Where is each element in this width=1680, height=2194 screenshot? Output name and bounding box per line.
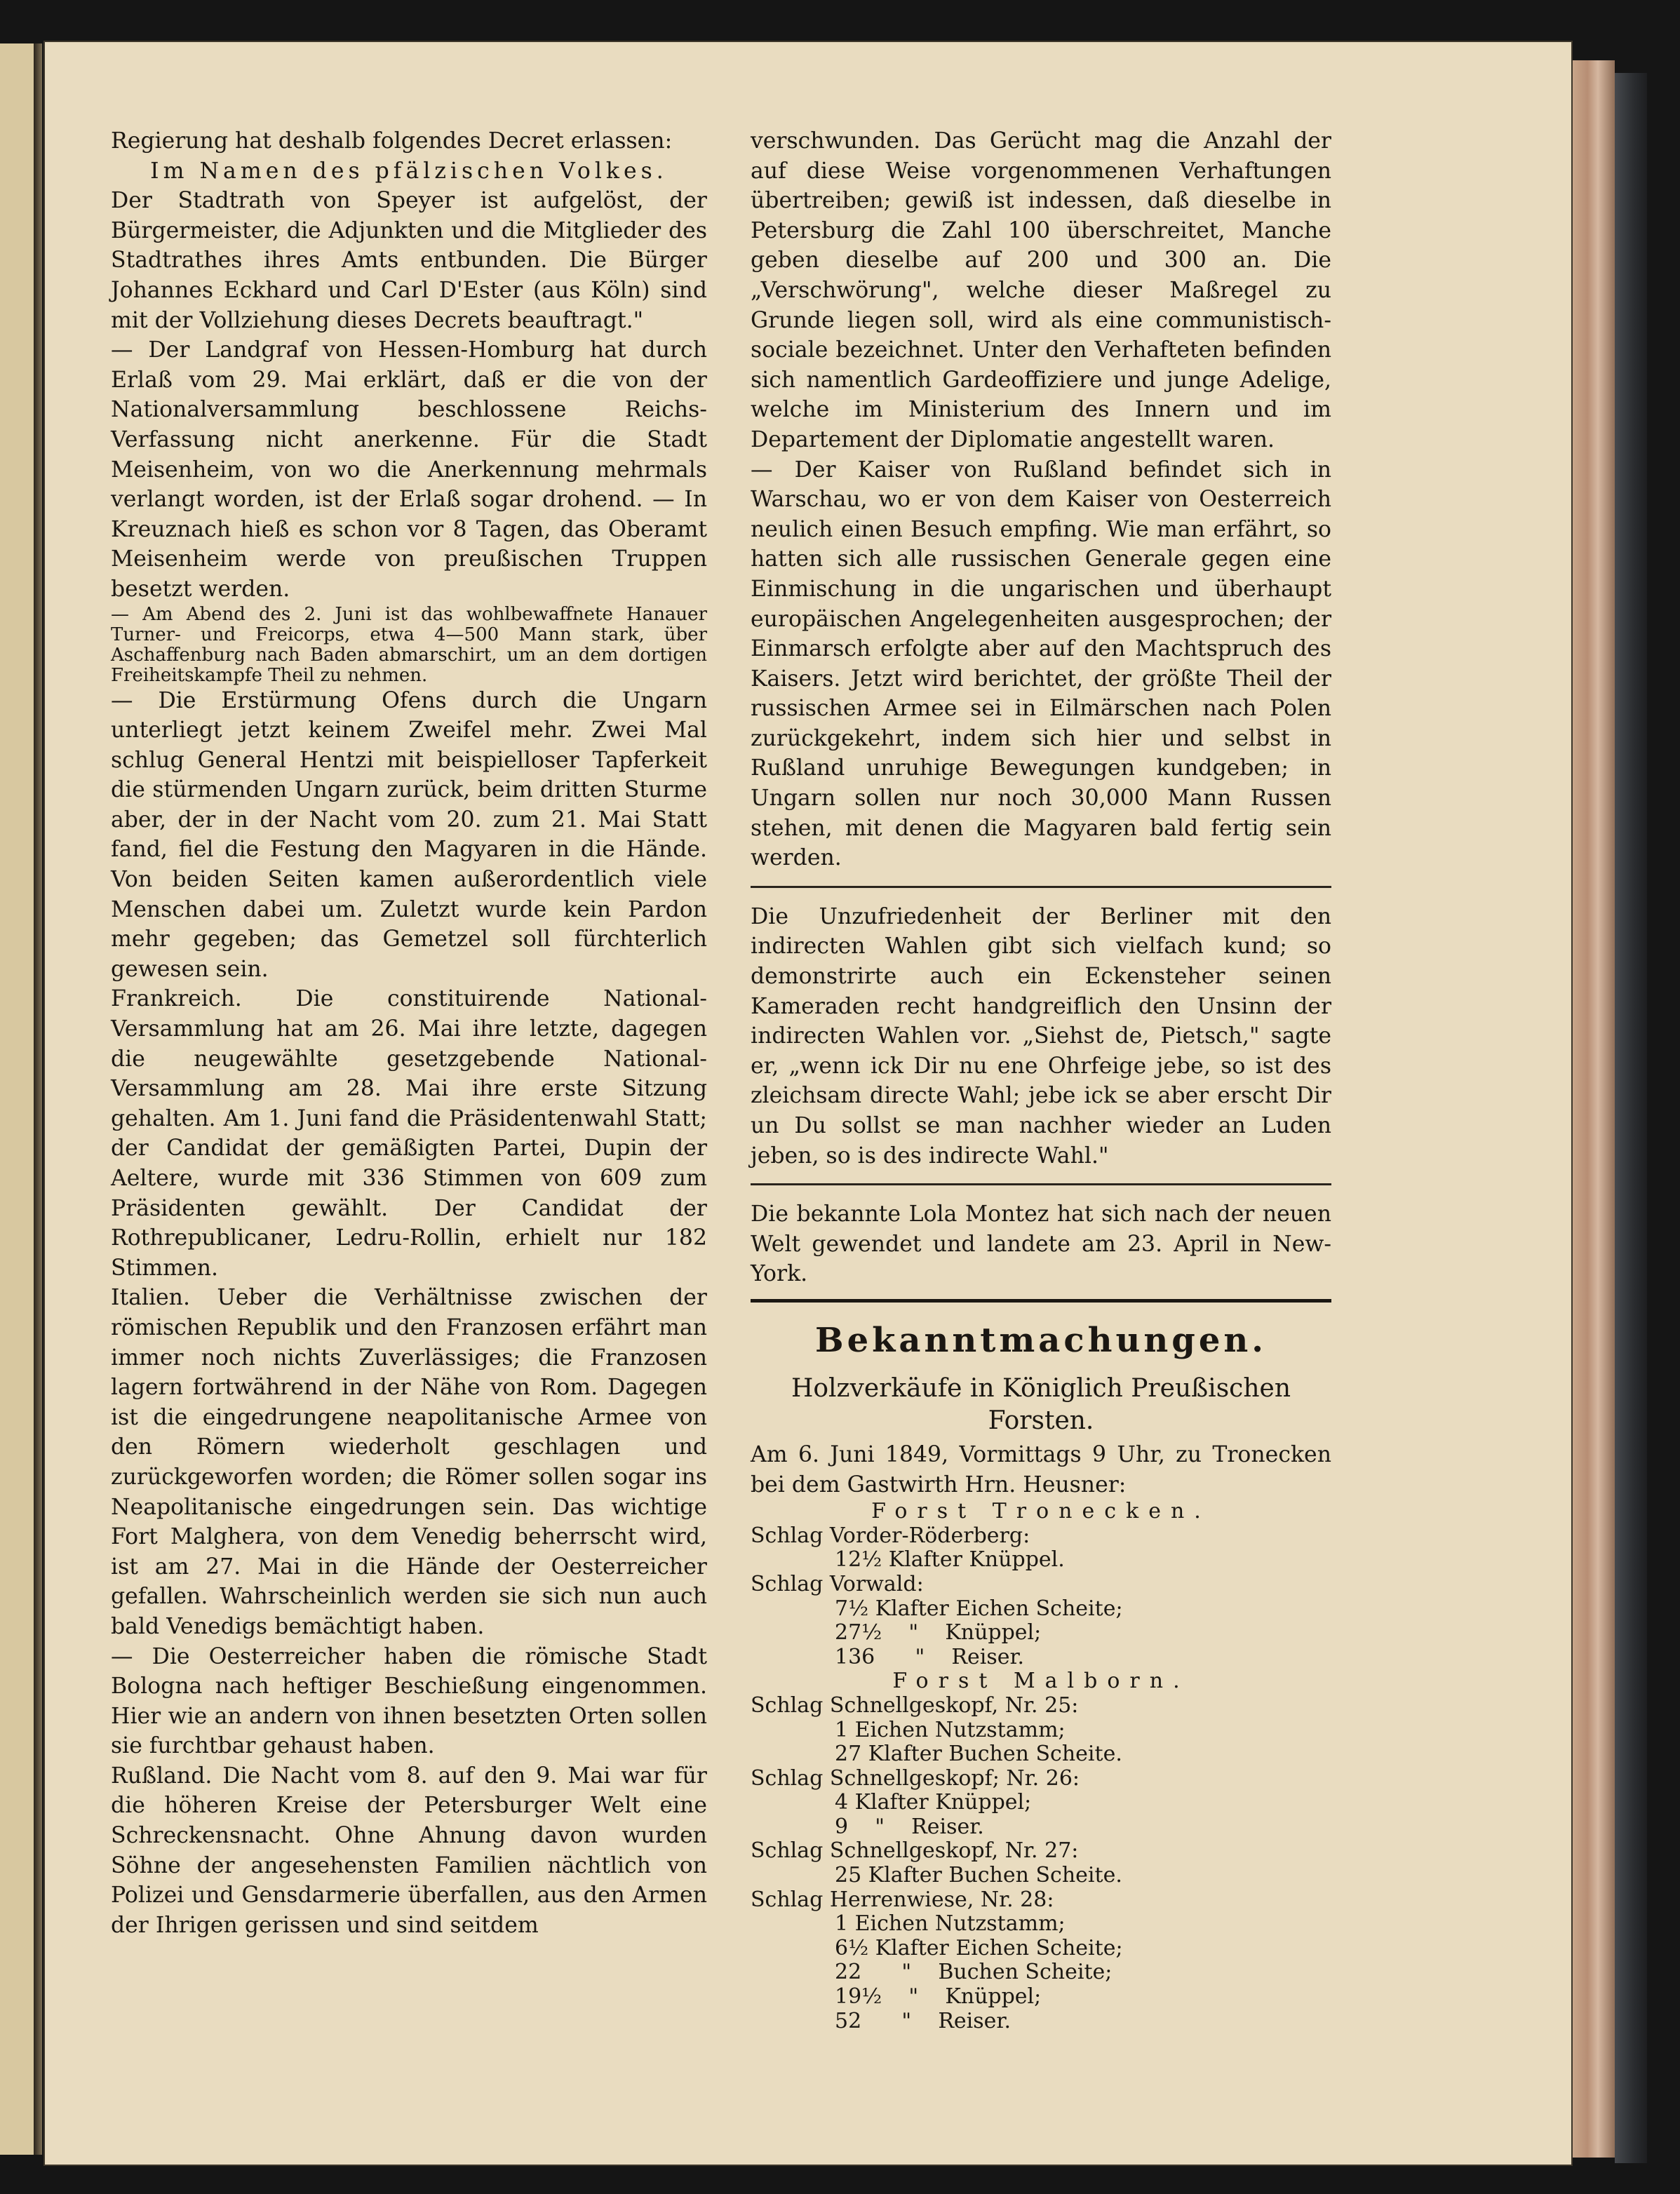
- list-item: 1 Eichen Nutzstamm;: [835, 1717, 1066, 1742]
- paragraph: Der Stadtrath von Speyer ist aufgelöst, der Bürgermeister, die Adjunkten und die Mitglieder des Stadtrathes ihres Amts entbunden. Die Bürger Johannes Eckhard und Carl D'Ester (aus Köln) sind mit der Vollziehung dieses Decrets beauftragt.": [111, 188, 707, 333]
- paragraph: — Die Erstürmung Ofens durch die Ungarn unterliegt jetzt keinem Zweifel mehr. Zwei Mal schlug General Hentzi mit beispielloser Tapferkeit die stürmenden Ungarn zurück, beim dritten Sturme aber, der in der Nacht vom 20. zum 21. Mai Statt fand, fiel die Festung den Magyaren in die Hände. Von beiden Seiten kamen außerordentlich viele Menschen dabei um. Zuletzt wurde kein Pardon mehr gegeben; das Gemetzel soll fürchterlich gewesen sein.: [111, 687, 707, 982]
- list-item: 22 " Buchen Scheite;: [835, 1960, 1113, 1985]
- list-item: 27 Klafter Buchen Scheite.: [835, 1742, 1122, 1767]
- paragraph: Die Unzufriedenheit der Berliner mit den indirecten Wahlen gibt sich vielfach kund; so demonstrirte auch ein Eckensteher seinen Kameraden recht handgreiflich den Unsinn der indirecten Wahlen vor. „Siehst de, Pietsch," sagte er, „wenn ick Dir nu ene Ohrfeige jebe, so ist des zleichsam directe Wahl; jebe ick se aber erscht Dir un Du sollst se man nachher wieder an Luden jeben, so is des indirecte Wahl.": [751, 903, 1331, 1169]
- list-item: Forst Malborn.: [892, 1669, 1190, 1694]
- list-item: 9 " Reiser.: [835, 1814, 984, 1839]
- book-gutter: [34, 43, 42, 2155]
- paragraph: verschwunden. Das Gerücht mag die Anzahl der auf diese Weise vorgenommenen Verhaftungen übertreiben; gewiß ist indessen, daß dieselbe in Petersburg die Zahl 100 überschreitet, Manche geben dieselbe auf 200 und 300 an. Die „Verschwörung", welche dieser Maßregel zu Grunde liegen soll, wird als eine communistisch-sociale bezeichnet. Unter den Verhafteten befinden sich namentlich Gardeoffiziere und junge Adelige, welche im Ministerium des Innern und im Departement der Diplomatie angestellt waren.: [751, 128, 1331, 452]
- timber-sale-list: [751, 1500, 1331, 2033]
- paragraph: — Am Abend des 2. Juni ist das wohlbewaffnete Hanauer Turner- und Freicorps, etwa 4—500 Mann stark, über Aschaffenburg nach Baden abmarschirt, um an dem dortigen Freiheitskampfe Theil zu nehmen.: [111, 603, 707, 686]
- right-column: [751, 126, 1331, 2033]
- list-item: 25 Klafter Buchen Scheite.: [835, 1863, 1122, 1888]
- list-item: Schlag Schnellgeskopf, Nr. 25:: [751, 1692, 1079, 1718]
- list-item: Schlag Herrenwiese, Nr. 28:: [751, 1887, 1054, 1912]
- paragraph: Die bekannte Lola Montez hat sich nach der neuen Welt gewendet und landete am 23. April in New-York.: [751, 1202, 1331, 1287]
- list-item: 6½ Klafter Eichen Scheite;: [835, 1935, 1123, 1960]
- left-column: [111, 126, 707, 1940]
- list-item: 19½ " Knüppel;: [835, 1984, 1042, 2010]
- list-item: 1 Eichen Nutzstamm;: [835, 1911, 1066, 1937]
- paragraph: — Die Oesterreicher haben die römische Stadt Bologna nach heftiger Beschießung eingenommen. Hier wie an andern von ihnen besetzten Orten sollen sie furchtbar gehaust haben.: [111, 1643, 707, 1759]
- list-item: Forst Tronecken.: [871, 1499, 1211, 1524]
- list-item: 136 " Reiser.: [835, 1644, 1025, 1669]
- paragraph: Regierung hat deshalb folgendes Decret erlassen:: [111, 128, 673, 154]
- paragraph: — Der Landgraf von Hessen-Homburg hat durch Erlaß vom 29. Mai erklärt, daß er die von der Nationalversammlung beschlossene Reichs-Verfassung nicht anerkenne. Für die Stadt Meisenheim, von wo die Anerkennung mehrmals verlangt worden, ist der Erlaß sogar drohend. — In Kreuznach hieß es schon vor 8 Tagen, das Oberamt Meisenheim werde von preußischen Truppen besetzt werden.: [111, 337, 707, 602]
- paragraph: Rußland. Die Nacht vom 8. auf den 9. Mai war für die höheren Kreise der Petersburger Welt eine Schreckensnacht. Ohne Ahnung davon wurden Söhne der angesehensten Familien nächtlich von Polizei und Gensdarmerie überfallen, aus den Armen der Ihrigen gerissen und sind seitdem: [111, 1763, 707, 1938]
- list-item: 27½ " Knüppel;: [835, 1620, 1042, 1646]
- announcements-heading: Bekanntmachungen.: [815, 1320, 1267, 1360]
- section-rule: [751, 1299, 1331, 1303]
- left-page-strip: [0, 43, 38, 2155]
- list-item: Schlag Schnellgeskopf, Nr. 27:: [751, 1838, 1079, 1864]
- list-item: Schlag Vorder-Röderberg:: [751, 1523, 1030, 1548]
- announcement-title: Holzverkäufe in Königlich Preußischen Forsten.: [791, 1373, 1291, 1435]
- announcement-intro: Am 6. Juni 1849, Vormittags 9 Uhr, zu Tronecken bei dem Gastwirth Hrn. Heusner:: [751, 1441, 1331, 1498]
- page-edges: [1573, 60, 1615, 2158]
- list-item: Schlag Schnellgeskopf; Nr. 26:: [751, 1765, 1080, 1791]
- book-cover: [1615, 73, 1647, 2163]
- separator-rule: [751, 1183, 1331, 1185]
- paragraph: Frankreich. Die constituirende National-Versammlung hat am 26. Mai ihre letzte, dagegen die neugewählte gesetzgebende National-Versammlung am 28. Mai ihre erste Sitzung gehalten. Am 1. Juni fand die Präsidentenwahl Statt; der Candidat der gemäßigten Partei, Dupin der Aeltere, wurde mit 336 Stimmen von 609 zum Präsidenten gewählt. Der Candidat der Rothrepublicaner, Ledru-Rollin, erhielt nur 182 Stimmen.: [111, 986, 707, 1281]
- paragraph: Im Namen des pfälzischen Volkes.: [150, 158, 668, 184]
- list-item: 4 Klafter Knüppel;: [835, 1790, 1032, 1815]
- list-item: 12½ Klafter Knüppel.: [835, 1547, 1065, 1573]
- paragraph: — Der Kaiser von Rußland befindet sich in Warschau, wo er von dem Kaiser von Oesterreich neulich einen Besuch empfing. Wie man erfährt, so hatten sich alle russischen Generale gegen eine Einmischung in die ungarischen und überhaupt europäischen Angelegenheiten ausgesprochen; der Einmarsch erfolgte aber auf den Machtspruch des Kaisers. Jetzt wird berichtet, der größte Theil der russischen Armee sei in Eilmärschen nach Polen zurückgekehrt, indem sich hier und selbst in Rußland unruhige Bewegungen kundgeben; in Ungarn sollen nur noch 30,000 Mann Russen stehen, mit denen die Magyaren bald fertig sein werden.: [751, 457, 1331, 871]
- list-item: 7½ Klafter Eichen Scheite;: [835, 1596, 1123, 1621]
- list-item: Schlag Vorwald:: [751, 1571, 924, 1596]
- paragraph: Italien. Ueber die Verhältnisse zwischen der römischen Republik und den Franzosen erfährt man immer noch nichts Zuverlässiges; die Franzosen lagern fortwährend in der Nähe von Rom. Dagegen ist die eingedrungene neapolitanische Armee von den Römern wiederholt geschlagen und zurückgeworfen worden; die Römer sollen sogar ins Neapolitanische eingedrungen sein. Das wichtige Fort Malghera, von dem Venedig beherrscht wird, ist am 27. Mai in die Hände der Oesterreicher gefallen. Wahrscheinlich werden sie sich nun auch bald Venedigs bemächtigt haben.: [111, 1285, 707, 1639]
- separator-rule: [751, 886, 1331, 888]
- list-item: 52 " Reiser.: [835, 2008, 1012, 2033]
